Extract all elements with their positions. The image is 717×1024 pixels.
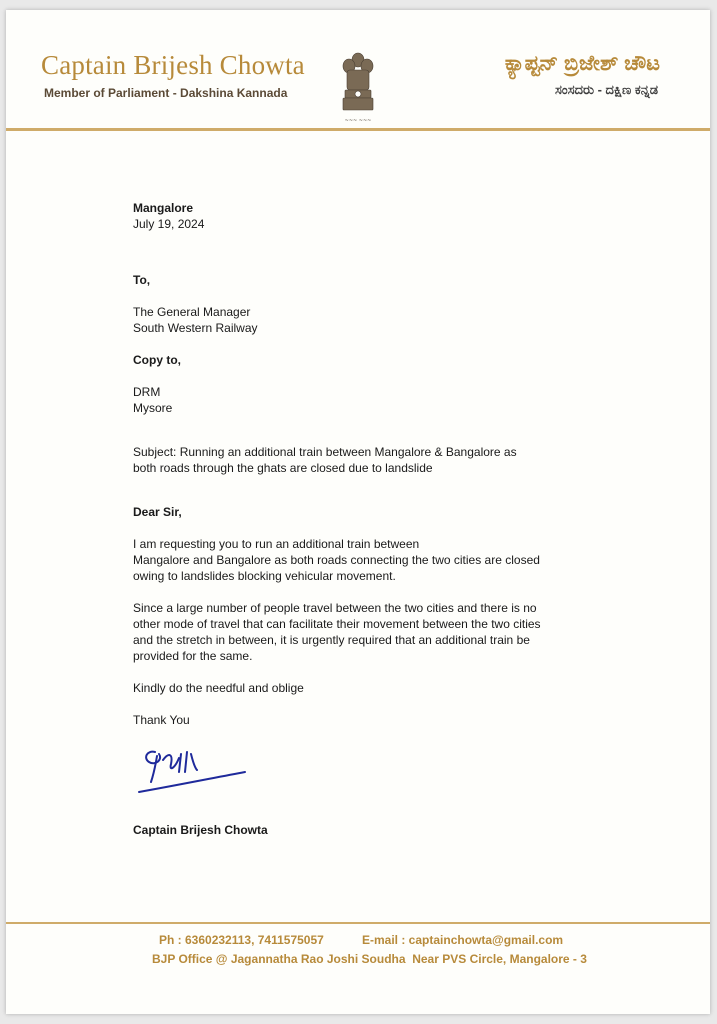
copy-recipient-line: Mysore xyxy=(133,401,173,415)
subject-line: both roads through the ghats are closed due to landslide xyxy=(133,461,433,475)
signatory-name: Captain Brijesh Chowta xyxy=(133,823,268,837)
copy-recipient-line: DRM xyxy=(133,385,161,399)
letter-date: July 19, 2024 xyxy=(133,217,205,231)
paragraph-line: provided for the same. xyxy=(133,649,253,663)
paragraph-line: owing to landslides blocking vehicular movement. xyxy=(133,569,396,583)
paragraph-line: I am requesting you to run an additional train between xyxy=(133,537,420,551)
recipient-line: South Western Railway xyxy=(133,321,258,335)
national-emblem-icon xyxy=(337,50,379,128)
paragraph-line: Kindly do the needful and oblige xyxy=(133,681,304,695)
sender-name-kannada: ಕ್ಯಾಪ್ಟನ್ ಬ್ರಿಜೇಶ್ ಚೌಟ xyxy=(504,52,660,75)
letter-page xyxy=(6,10,710,1014)
to-label: To, xyxy=(133,273,151,287)
signature-image xyxy=(133,742,253,806)
sender-title-kannada: ಸಂಸದರು - ದಕ್ಷಿಣ ಕನ್ನಡ xyxy=(555,82,658,97)
paragraph-line: Mangalore and Bangalore as both roads connecting the two cities are closed xyxy=(133,553,540,567)
copy-label: Copy to, xyxy=(133,353,181,367)
recipient-line: The General Manager xyxy=(133,305,251,319)
closing: Thank You xyxy=(133,713,190,727)
footer-phone: Ph : 6360232113, 7411575057 xyxy=(159,933,324,947)
footer-address: BJP Office @ Jagannatha Rao Joshi Soudha Near PVS Circle, Mangalore - 3 xyxy=(152,952,587,966)
letter-body xyxy=(133,200,583,838)
letter-place: Mangalore xyxy=(133,201,194,215)
sender-name-english: Captain Brijesh Chowta xyxy=(41,50,305,80)
paragraph-line: other mode of travel that can facilitate their movement between the two cities xyxy=(133,617,541,631)
header-divider xyxy=(6,128,710,131)
svg-text:~~~ ~~~: ~~~ ~~~ xyxy=(344,118,372,124)
sender-title-english: Member of Parliament - Dakshina Kannada xyxy=(44,86,288,100)
footer-divider xyxy=(6,922,710,924)
salutation: Dear Sir, xyxy=(133,505,182,519)
paragraph-line: and the stretch in between, it is urgently required that an additional train be xyxy=(133,633,530,647)
footer-email: E-mail : captainchowta@gmail.com xyxy=(362,933,564,947)
paragraph-line: Since a large number of people travel between the two cities and there is no xyxy=(133,601,537,615)
subject-line: Subject: Running an additional train between Mangalore & Bangalore as xyxy=(133,445,517,459)
